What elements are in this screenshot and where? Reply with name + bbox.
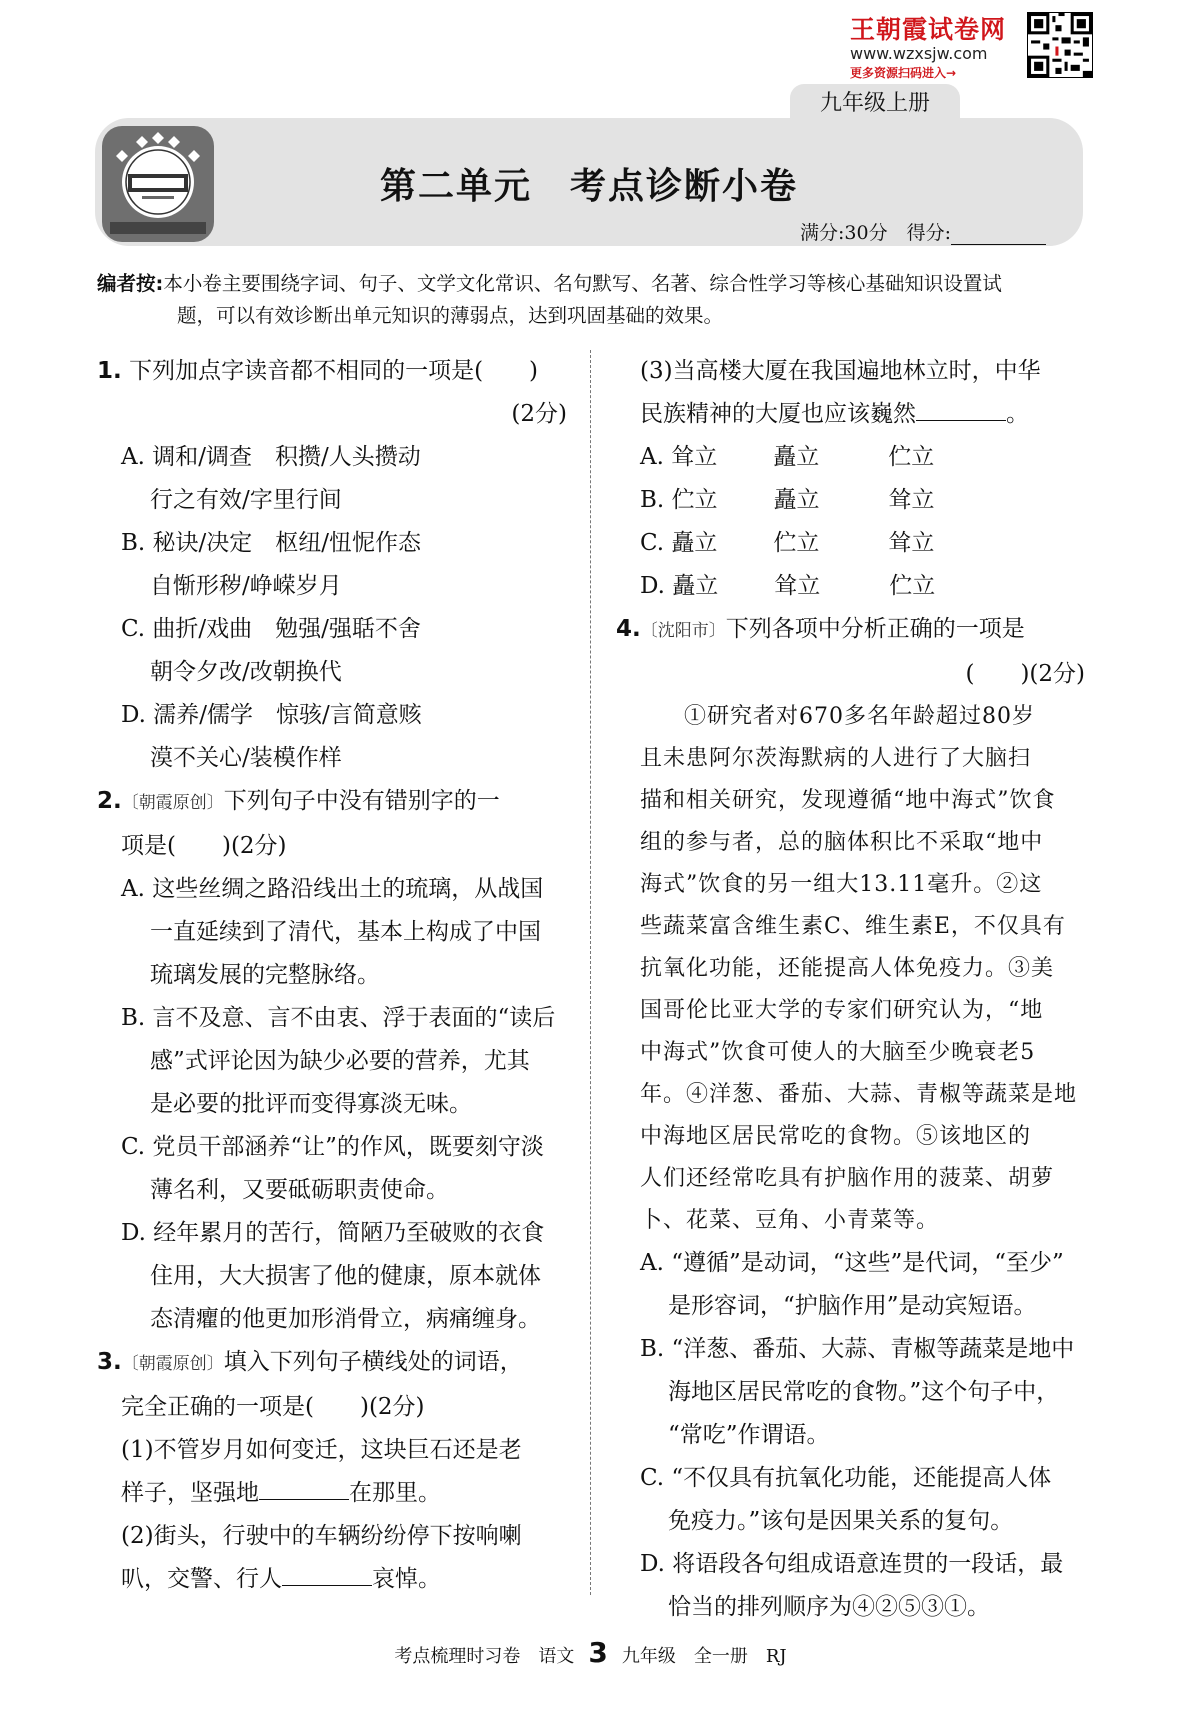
q3-sentence-1-cont: 样子，坚强地 在那里。 (97, 1472, 567, 1515)
qr-code-icon[interactable] (1027, 12, 1093, 78)
passage-line: ①研究者对670多名年龄超过80岁 (684, 704, 1035, 729)
q3-option-b[interactable]: B. 伫立 矗立 耸立 (640, 487, 935, 513)
q1-option-b-cont: 自惭形秽/峥嵘岁月 (150, 573, 342, 599)
q4-score: ( )(2分) (965, 661, 1085, 687)
page-number: 3 (588, 1636, 608, 1669)
q2-stem-cont: 项是( )(2分) (121, 833, 287, 859)
q3-option-a[interactable]: A. 耸立 矗立 伫立 (640, 444, 935, 470)
q4-option-b-cont: “常吃”作谓语。 (668, 1422, 830, 1448)
q1-option-c-cont: 朝令夕改/改朝换代 (150, 659, 342, 685)
passage-line: 些蔬菜富含维生素C、维生素E，不仅具有 (640, 914, 1066, 939)
footer-book: 考点梳理时习卷 语文 (394, 1646, 575, 1667)
left-column (97, 350, 567, 1601)
q2-option-c-cont: 薄名利，又要砥砺职责使命。 (150, 1177, 449, 1203)
answer-blank[interactable] (916, 398, 1006, 421)
q1-option-c[interactable]: C. 曲折/戏曲 勉强/强聒不舍 (121, 616, 421, 642)
q3-sentence-2: (2)街头，行驶中的车辆纷纷停下按响喇 (121, 1523, 522, 1549)
q2-option-c[interactable]: C. 党员干部涵养“让”的作风，既要刻守淡 (121, 1134, 544, 1160)
q3-sentence-3: (3)当高楼大厦在我国遍地林立时，中华 (640, 358, 1041, 384)
q3-sentence-1: (1)不管岁月如何变迁，这块巨石还是老 (121, 1437, 522, 1463)
q4-option-b-cont: 海地区居民常吃的食物。”这个句子中， (668, 1379, 1060, 1405)
editor-note (97, 268, 1087, 332)
q3-stem: 3.〔朝霞原创〕填入下列句子横线处的词语， (97, 1349, 523, 1375)
note-line2: 题，可以有效诊断出单元知识的薄弱点，达到巩固基础的效果。 (177, 304, 724, 327)
q2-option-d[interactable]: D. 经年累月的苦行，简陋乃至破败的衣食 (121, 1220, 545, 1246)
brand-name: 王朝霞试卷网 (850, 15, 1007, 44)
answer-blank[interactable] (282, 1563, 372, 1586)
q3-option-c[interactable]: C. 矗立 伫立 耸立 (640, 530, 935, 556)
score-blank[interactable] (951, 226, 1046, 245)
q3-stem-cont: 完全正确的一项是( )(2分) (121, 1394, 425, 1420)
q4-option-c-cont: 免疫力。”该句是因果关系的复句。 (668, 1508, 1014, 1534)
column-divider (590, 350, 591, 1595)
q2-option-a-cont: 琉璃发展的完整脉络。 (150, 962, 380, 988)
q2-option-a[interactable]: A. 这些丝绸之路沿线出土的琉璃，从战国 (121, 876, 544, 902)
q4-option-d-cont: 恰当的排列顺序为④②⑤③①。 (668, 1594, 990, 1620)
passage-line: 年。④洋葱、番茄、大蒜、青椒等蔬菜是地 (640, 1082, 1078, 1107)
q2-option-b[interactable]: B. 言不及意、言不由衷、浮于表面的“读后 (121, 1005, 556, 1031)
note-label: 编者按: (97, 272, 164, 295)
passage-line: 中海式”饮食可使人的大脑至少晚衰老5 (640, 1040, 1036, 1065)
q1-option-d[interactable]: D. 濡养/儒学 惊骇/言简意赅 (121, 702, 422, 728)
q4-passage (640, 696, 1085, 1242)
q2-option-b-cont: 感”式评论因为缺少必要的营养，尤其 (150, 1048, 530, 1074)
q1-option-a-cont: 行之有效/字里行间 (150, 487, 342, 513)
page-title: 第二单元 考点诊断小卷 (379, 166, 798, 207)
passage-line: 且未患阿尔茨海默病的人进行了大脑扫 (640, 746, 1032, 771)
passage-line: 中海地区居民常吃的食物。⑤该地区的 (640, 1124, 1032, 1149)
q2-stem: 2.〔朝霞原创〕下列句子中没有错别字的一 (97, 788, 500, 814)
q1-option-b[interactable]: B. 秘诀/决定 枢纽/忸怩作态 (121, 530, 422, 556)
passage-line: 海式”饮食的另一组大13.11毫升。②这 (640, 872, 1043, 897)
q3-sentence-3-cont: 民族精神的大厦也应该巍然 。 (640, 393, 1085, 436)
q2-option-d-cont: 住用，大大损害了他的健康，原本就体 (150, 1263, 541, 1289)
score-label: 满分:30分 得分: (800, 222, 951, 244)
q2-option-d-cont: 态清癯的他更加形消骨立，病痛缠身。 (150, 1306, 541, 1332)
grade-tab: 九年级上册 (790, 84, 960, 122)
q1-score: (2分) (511, 401, 567, 427)
q1-stem: 1. 下列加点字读音都不相同的一项是( ) (97, 358, 539, 384)
footer-grade: 九年级 全一册 RJ (621, 1646, 787, 1667)
q2-option-a-cont: 一直延续到了清代，基本上构成了中国 (150, 919, 541, 945)
passage-line: 人们还经常吃具有护脑作用的菠菜、胡萝 (640, 1166, 1055, 1191)
brand-block (850, 10, 1020, 81)
answer-blank[interactable] (259, 1477, 349, 1500)
passage-line: 描和相关研究，发现遵循“地中海式”饮食 (640, 788, 1056, 813)
q4-option-a[interactable]: A. “遵循”是动词，“这些”是代词，“至少” (640, 1250, 1064, 1276)
q2-option-b-cont: 是必要的批评而变得寡淡无味。 (150, 1091, 472, 1117)
brand-url[interactable]: www.wzxsjw.com (850, 44, 988, 63)
q3-sentence-2-cont: 叭，交警、行人 哀悼。 (97, 1558, 567, 1601)
note-line1: 本小卷主要围绕字词、句子、文学文化常识、名句默写、名著、综合性学习等核心基础知识设置试 (163, 272, 1002, 295)
passage-line: 卜、花菜、豆角、小青菜等。 (640, 1208, 940, 1233)
page-footer (0, 1636, 1181, 1669)
q4-option-d[interactable]: D. 将语段各句组成语意连贯的一段话，最 (640, 1551, 1064, 1577)
q4-stem: 4.〔沈阳市〕下列各项中分析正确的一项是 (616, 616, 1025, 642)
q4-option-a-cont: 是形容词，“护脑作用”是动宾短语。 (668, 1293, 1037, 1319)
score-line (800, 218, 1046, 245)
q4-option-b[interactable]: B. “洋葱、番茄、大蒜、青椒等蔬菜是地中 (640, 1336, 1075, 1362)
q1-option-a[interactable]: A. 调和/调查 积攒/人头攒动 (121, 444, 421, 470)
passage-line: 国哥伦比亚大学的专家们研究认为，“地 (640, 998, 1044, 1023)
q1-option-d-cont: 漠不关心/装模作样 (150, 745, 342, 771)
q4-option-c[interactable]: C. “不仅具有抗氧化功能，还能提高人体 (640, 1465, 1052, 1491)
brand-scan-hint: 更多资源扫码进入→ (850, 66, 957, 80)
q3-option-d[interactable]: D. 矗立 耸立 伫立 (640, 573, 936, 599)
right-column (616, 350, 1085, 1629)
passage-line: 抗氧化功能，还能提高人体免疫力。③美 (640, 956, 1055, 981)
passage-line: 组的参与者，总的脑体积比不采取“地中 (640, 830, 1044, 855)
